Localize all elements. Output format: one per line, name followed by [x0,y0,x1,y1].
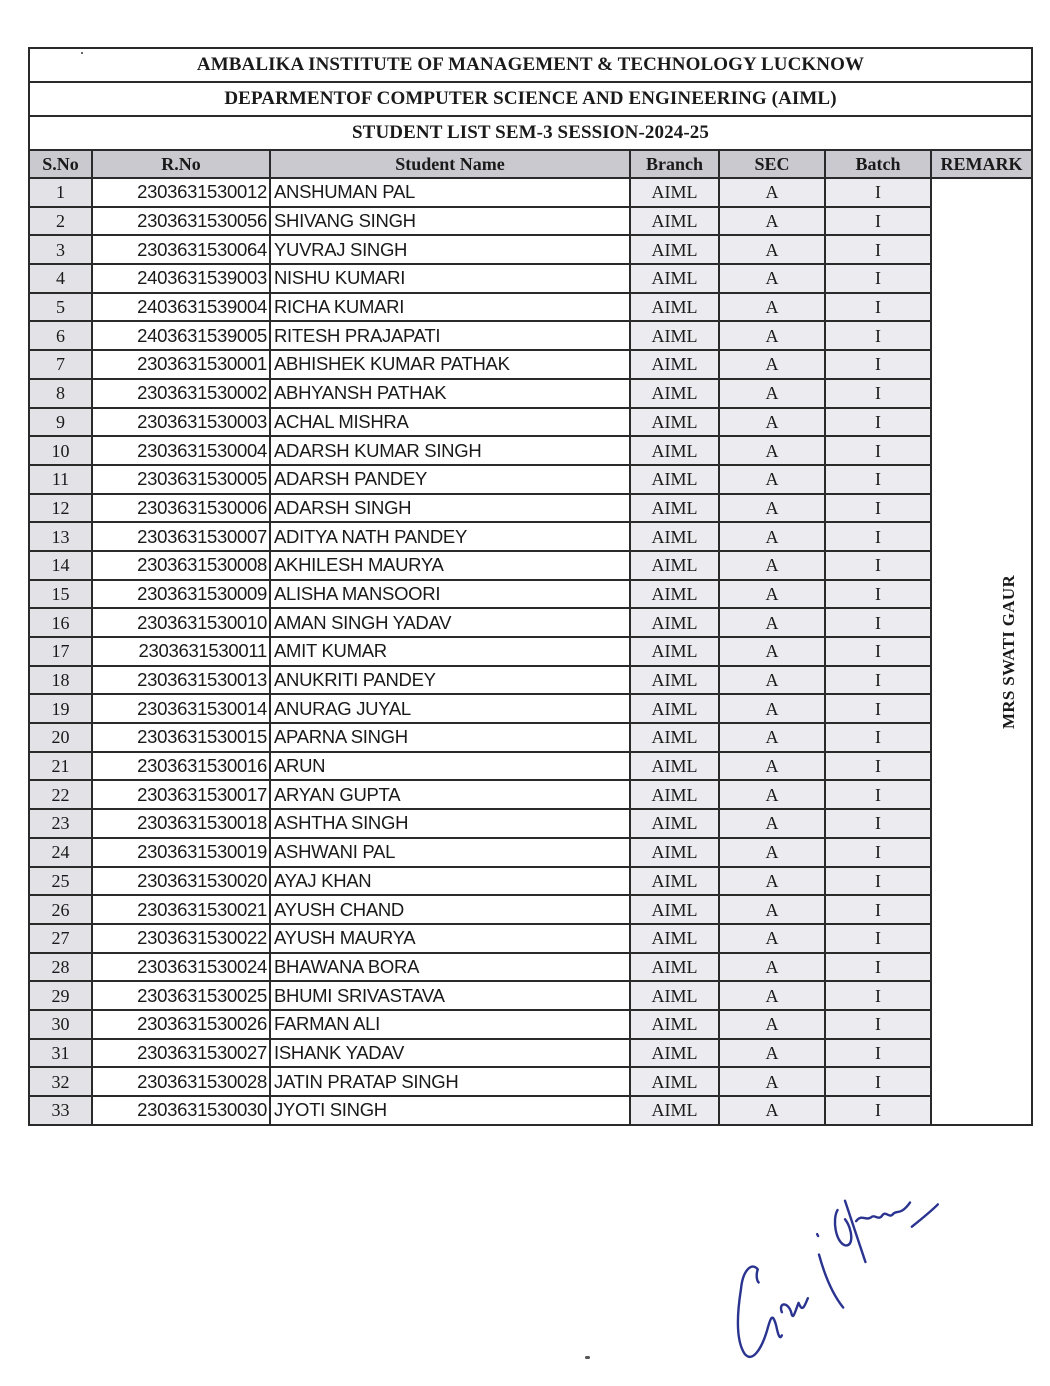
table-row [30,608,1031,637]
row-branch: AIML [630,752,719,781]
row-batch: I [825,293,931,322]
row-roll-number: 2303631530005 [92,465,270,494]
table-row [30,293,1031,322]
row-batch: I [825,723,931,752]
table-row [30,350,1031,379]
row-batch: I [825,264,931,293]
row-batch: I [825,666,931,695]
row-batch: I [825,408,931,437]
row-batch: I [825,580,931,609]
row-section: A [719,408,825,437]
row-branch: AIML [630,1010,719,1039]
row-sno: 26 [30,895,92,924]
table-row [30,551,1031,580]
row-batch: I [825,924,931,953]
table-row [30,953,1031,982]
row-sno: 6 [30,321,92,350]
row-roll-number: 2403631539005 [92,321,270,350]
row-branch: AIML [630,666,719,695]
row-student-name: SHIVANG SINGH [270,207,630,236]
row-branch: AIML [630,867,719,896]
table-row [30,379,1031,408]
row-student-name: ADARSH KUMAR SINGH [270,436,630,465]
row-roll-number: 2303631530022 [92,924,270,953]
row-batch: I [825,637,931,666]
row-roll-number: 2303631530004 [92,436,270,465]
row-batch: I [825,780,931,809]
row-branch: AIML [630,1096,719,1124]
row-sno: 3 [30,235,92,264]
row-batch: I [825,321,931,350]
row-student-name: ANURAG JUYAL [270,694,630,723]
table-row [30,924,1031,953]
table-row [30,723,1031,752]
row-batch: I [825,953,931,982]
row-student-name: AYAJ KHAN [270,867,630,896]
department-title: DEPARMENTOF COMPUTER SCIENCE AND ENGINEERING (AIML) [30,83,1031,117]
header-remark: REMARK [931,151,1031,178]
row-branch: AIML [630,981,719,1010]
row-roll-number: 2303631530011 [92,637,270,666]
row-roll-number: 2303631530008 [92,551,270,580]
row-batch: I [825,608,931,637]
row-student-name: ASHWANI PAL [270,838,630,867]
row-roll-number: 2303631530027 [92,1039,270,1068]
header-rno: R.No [92,151,270,178]
row-roll-number: 2303631530016 [92,752,270,781]
row-sno: 24 [30,838,92,867]
row-sno: 1 [30,178,92,207]
row-student-name: ACHAL MISHRA [270,408,630,437]
handwritten-signature-icon [715,1170,975,1380]
row-roll-number: 2303631530056 [92,207,270,236]
row-student-name: ASHTHA SINGH [270,809,630,838]
row-branch: AIML [630,809,719,838]
header-student-name: Student Name [270,151,630,178]
row-sno: 5 [30,293,92,322]
row-section: A [719,235,825,264]
row-roll-number: 2303631530007 [92,522,270,551]
row-section: A [719,1039,825,1068]
row-branch: AIML [630,580,719,609]
row-sno: 11 [30,465,92,494]
row-branch: AIML [630,780,719,809]
row-student-name: BHUMI SRIVASTAVA [270,981,630,1010]
row-section: A [719,981,825,1010]
row-branch: AIML [630,1067,719,1096]
row-roll-number: 2303631530010 [92,608,270,637]
row-batch: I [825,752,931,781]
row-branch: AIML [630,235,719,264]
row-roll-number: 2303631530026 [92,1010,270,1039]
table-row [30,981,1031,1010]
row-student-name: ABHISHEK KUMAR PATHAK [270,350,630,379]
row-batch: I [825,1067,931,1096]
row-branch: AIML [630,723,719,752]
row-student-name: RICHA KUMARI [270,293,630,322]
row-roll-number: 2303631530001 [92,350,270,379]
row-section: A [719,207,825,236]
row-section: A [719,551,825,580]
row-branch: AIML [630,293,719,322]
row-section: A [719,1096,825,1124]
row-section: A [719,608,825,637]
row-section: A [719,178,825,207]
table-header-row [30,151,1031,178]
row-branch: AIML [630,408,719,437]
row-batch: I [825,379,931,408]
row-roll-number: 2303631530009 [92,580,270,609]
row-sno: 12 [30,494,92,523]
list-title: STUDENT LIST SEM-3 SESSION-2024-25 [30,117,1031,151]
row-batch: I [825,494,931,523]
row-branch: AIML [630,637,719,666]
row-sno: 18 [30,666,92,695]
row-sno: 15 [30,580,92,609]
row-sno: 25 [30,867,92,896]
row-batch: I [825,838,931,867]
row-roll-number: 2303631530030 [92,1096,270,1124]
row-sno: 33 [30,1096,92,1124]
table-row [30,895,1031,924]
row-roll-number: 2403631539003 [92,264,270,293]
row-batch: I [825,436,931,465]
row-section: A [719,809,825,838]
row-branch: AIML [630,494,719,523]
row-batch: I [825,551,931,580]
table-row [30,178,1031,207]
row-sno: 4 [30,264,92,293]
row-branch: AIML [630,178,719,207]
row-branch: AIML [630,207,719,236]
row-branch: AIML [630,522,719,551]
table-row [30,207,1031,236]
row-section: A [719,350,825,379]
row-student-name: ABHYANSH PATHAK [270,379,630,408]
row-section: A [719,1067,825,1096]
row-section: A [719,924,825,953]
row-branch: AIML [630,953,719,982]
table-row [30,694,1031,723]
row-roll-number: 2303631530012 [92,178,270,207]
row-student-name: AMIT KUMAR [270,637,630,666]
row-section: A [719,264,825,293]
table-row [30,580,1031,609]
row-student-name: AYUSH CHAND [270,895,630,924]
table-row [30,264,1031,293]
student-table [30,151,1031,1124]
row-section: A [719,1010,825,1039]
row-sno: 27 [30,924,92,953]
table-row [30,780,1031,809]
row-branch: AIML [630,608,719,637]
row-branch: AIML [630,895,719,924]
row-sno: 9 [30,408,92,437]
row-student-name: AYUSH MAURYA [270,924,630,953]
header-branch: Branch [630,151,719,178]
row-roll-number: 2303631530013 [92,666,270,695]
row-batch: I [825,1096,931,1124]
row-branch: AIML [630,694,719,723]
row-student-name: ADARSH SINGH [270,494,630,523]
row-batch: I [825,522,931,551]
row-batch: I [825,178,931,207]
row-section: A [719,465,825,494]
row-roll-number: 2303631530025 [92,981,270,1010]
row-section: A [719,752,825,781]
row-roll-number: 2303631530028 [92,1067,270,1096]
row-student-name: FARMAN ALI [270,1010,630,1039]
row-sno: 32 [30,1067,92,1096]
table-row [30,494,1031,523]
row-roll-number: 2303631530064 [92,235,270,264]
table-row [30,321,1031,350]
row-batch: I [825,235,931,264]
row-roll-number: 2303631530024 [92,953,270,982]
row-section: A [719,895,825,924]
row-sno: 19 [30,694,92,723]
row-batch: I [825,350,931,379]
row-student-name: JATIN PRATAP SINGH [270,1067,630,1096]
row-branch: AIML [630,924,719,953]
row-sno: 17 [30,637,92,666]
table-row [30,1010,1031,1039]
row-branch: AIML [630,264,719,293]
table-row [30,838,1031,867]
row-student-name: YUVRAJ SINGH [270,235,630,264]
row-sno: 21 [30,752,92,781]
row-batch: I [825,1039,931,1068]
row-batch: I [825,1010,931,1039]
row-sno: 31 [30,1039,92,1068]
row-roll-number: 2303631530003 [92,408,270,437]
row-section: A [719,379,825,408]
table-row [30,465,1031,494]
row-section: A [719,293,825,322]
student-list-sheet [28,47,1033,1126]
row-batch: I [825,895,931,924]
row-sno: 20 [30,723,92,752]
row-student-name: ADITYA NATH PANDEY [270,522,630,551]
table-row [30,235,1031,264]
row-student-name: ADARSH PANDEY [270,465,630,494]
row-sno: 7 [30,350,92,379]
row-section: A [719,723,825,752]
row-sno: 2 [30,207,92,236]
row-student-name: ARYAN GUPTA [270,780,630,809]
row-branch: AIML [630,350,719,379]
row-batch: I [825,809,931,838]
row-student-name: RITESH PRAJAPATI [270,321,630,350]
row-section: A [719,838,825,867]
row-sno: 28 [30,953,92,982]
row-sno: 29 [30,981,92,1010]
row-section: A [719,522,825,551]
row-roll-number: 2303631530021 [92,895,270,924]
table-row [30,1096,1031,1124]
table-row [30,436,1031,465]
row-batch: I [825,981,931,1010]
table-row [30,666,1031,695]
row-roll-number: 2303631530020 [92,867,270,896]
row-student-name: AMAN SINGH YADAV [270,608,630,637]
row-branch: AIML [630,838,719,867]
table-row [30,1067,1031,1096]
remark-faculty-name: MRS SWATI GAUR [999,574,1019,729]
header-sec: SEC [719,151,825,178]
table-row [30,1039,1031,1068]
row-section: A [719,436,825,465]
row-sno: 13 [30,522,92,551]
row-branch: AIML [630,551,719,580]
row-sno: 23 [30,809,92,838]
row-student-name: ALISHA MANSOORI [270,580,630,609]
remark-cell [931,178,1031,1124]
row-roll-number: 2303631530014 [92,694,270,723]
row-section: A [719,321,825,350]
row-student-name: BHAWANA BORA [270,953,630,982]
table-row [30,637,1031,666]
row-sno: 8 [30,379,92,408]
row-roll-number: 2303631530002 [92,379,270,408]
row-batch: I [825,867,931,896]
row-section: A [719,666,825,695]
table-row [30,752,1031,781]
row-sno: 22 [30,780,92,809]
row-student-name: APARNA SINGH [270,723,630,752]
row-section: A [719,953,825,982]
row-roll-number: 2403631539004 [92,293,270,322]
row-section: A [719,780,825,809]
row-batch: I [825,465,931,494]
table-row [30,408,1031,437]
row-branch: AIML [630,436,719,465]
row-branch: AIML [630,1039,719,1068]
row-branch: AIML [630,321,719,350]
table-body [30,178,1031,1124]
row-section: A [719,580,825,609]
row-sno: 14 [30,551,92,580]
header-sno: S.No [30,151,92,178]
row-section: A [719,867,825,896]
table-row [30,867,1031,896]
row-roll-number: 2303631530019 [92,838,270,867]
row-student-name: ANUKRITI PANDEY [270,666,630,695]
row-student-name: JYOTI SINGH [270,1096,630,1124]
row-student-name: AKHILESH MAURYA [270,551,630,580]
row-branch: AIML [630,465,719,494]
row-student-name: ISHANK YADAV [270,1039,630,1068]
header-batch: Batch [825,151,931,178]
row-student-name: ARUN [270,752,630,781]
row-sno: 30 [30,1010,92,1039]
row-sno: 10 [30,436,92,465]
row-batch: I [825,694,931,723]
institute-title: AMBALIKA INSTITUTE OF MANAGEMENT & TECHNOLOGY LUCKNOW [30,49,1031,83]
row-roll-number: 2303631530006 [92,494,270,523]
row-branch: AIML [630,379,719,408]
table-row [30,522,1031,551]
row-section: A [719,694,825,723]
row-sno: 16 [30,608,92,637]
scan-mark [585,1356,590,1359]
row-roll-number: 2303631530015 [92,723,270,752]
row-student-name: NISHU KUMARI [270,264,630,293]
row-student-name: ANSHUMAN PAL [270,178,630,207]
row-section: A [719,637,825,666]
row-section: A [719,494,825,523]
table-row [30,809,1031,838]
row-batch: I [825,207,931,236]
row-roll-number: 2303631530017 [92,780,270,809]
row-roll-number: 2303631530018 [92,809,270,838]
